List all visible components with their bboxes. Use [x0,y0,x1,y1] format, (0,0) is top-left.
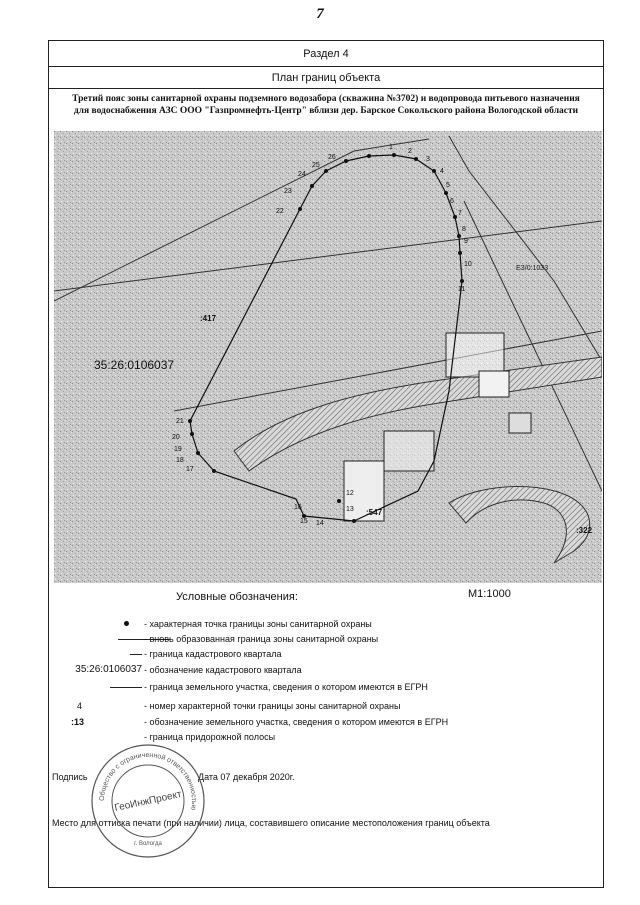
company-stamp [88,741,208,861]
point-label-11: 11 [458,286,466,293]
parcel-label-547: :547 [366,508,383,517]
point-label-8: 8 [462,226,466,233]
legend-title: Условные обозначения: [176,591,298,603]
page-number: 7 [316,6,324,22]
point-label-19: 19 [174,446,182,453]
point-label-10: 10 [464,261,472,268]
point-label-16: 16 [294,504,302,511]
legend-text: - характерная точка границы зоны санитарной охраны [144,619,372,629]
seal-note: Место для оттиска печати (при наличии) лица, составившего описание местоположения границ объекта [52,818,490,828]
point-label-5: 5 [446,182,450,189]
date-label: Дата 07 декабря 2020г. [198,772,295,782]
parcel-label-322: :322 [576,526,593,535]
map-scale: М1:1000 [468,588,511,600]
point-label-14: 14 [316,520,324,527]
point-label-9: 9 [464,238,468,245]
legend-text: - обозначение земельного участка, сведения о котором имеются в ЕГРН [144,717,449,727]
legend-text: - граница земельного участка, сведения о котором имеются в ЕГРН [144,682,428,692]
point-label-23: 23 [284,188,292,195]
parcel-line-symbol [110,687,142,688]
section-title: Раздел 4 [49,41,603,67]
point-label-6: 6 [450,198,454,205]
point-label-25: 25 [312,162,320,169]
point-label-7: 7 [458,210,462,217]
parcel-symbol: :13 [70,717,84,727]
stamp-city: г. Вологда [134,841,162,847]
point-label-22: 22 [276,208,284,215]
point-label-26: 26 [328,154,336,161]
point-label-12: 12 [346,490,354,497]
point-label-18: 18 [176,457,184,464]
legend-text: - номер характерной точки границы зоны санитарной охраны [144,701,401,711]
legend-text: - граница придорожной полосы [144,732,276,742]
map-background [54,131,602,583]
point-number-symbol: 4 [76,701,82,711]
point-symbol [124,621,129,626]
point-label-13: 13 [346,506,354,513]
legend-text: - обозначение кадастрового квартала [144,665,302,675]
point-label-2: 2 [408,148,412,155]
quarter-symbol: 35:26:0106037 [75,664,142,675]
parcel-label-1033: ЕЗ/0:1033 [516,265,549,272]
point-label-17: 17 [186,466,194,473]
point-label-15: 15 [300,518,308,525]
stamp-center-text: ГеоИнжПроект [113,789,183,814]
point-label-20: 20 [172,434,180,441]
cadastral-quarter-label: 35:26:0106037 [94,358,175,372]
quarter-line-symbol [130,654,142,655]
point-label-24: 24 [298,171,306,178]
boundary-map [54,131,602,583]
legend-text: - граница кадастрового квартала [144,649,282,659]
object-description: Третий пояс зоны санитарной охраны подземного водозабора (скважина №3702) и водопровода питьевого назначения для водоснабжения АЗС ООО "Газпромнефть-Центр" вблизи дер. Барское Сокольского района Вологодской области [72,94,580,116]
parcel-label-417: :417 [200,314,217,323]
legend-text: - вновь образованная граница зоны санитарной охраны [144,634,379,644]
stamp-ring-text: Общество с ограниченной ответственностью [98,751,198,811]
signature-label: Подпись [52,772,88,782]
plan-title: План границ объекта [49,67,603,89]
point-label-3: 3 [426,156,430,163]
point-label-21: 21 [176,418,184,425]
point-label-1: 1 [389,144,393,151]
point-label-4: 4 [440,168,444,175]
